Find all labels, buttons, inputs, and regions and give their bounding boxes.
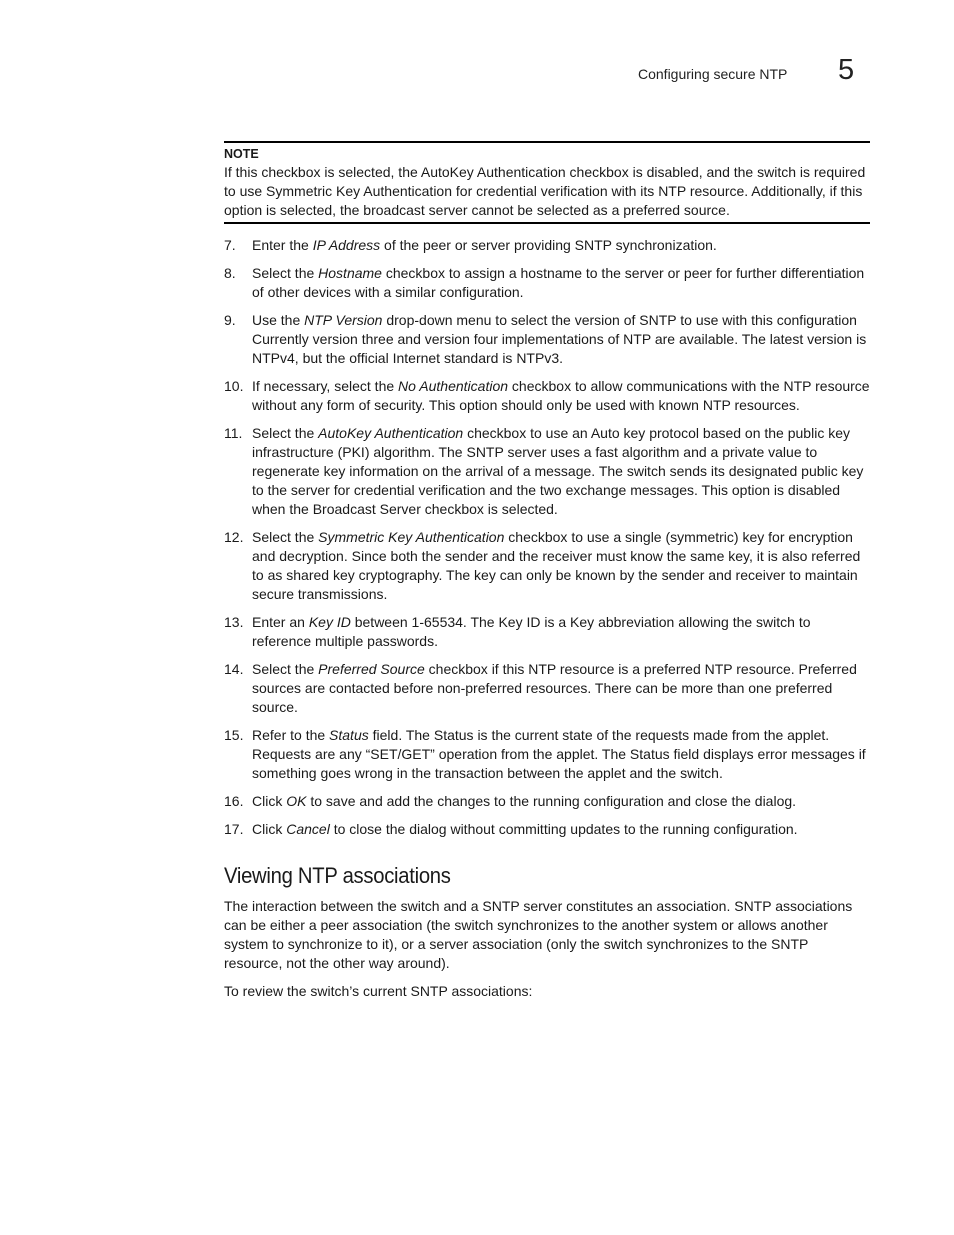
step-item	[224, 377, 870, 415]
step-item	[224, 660, 870, 717]
section-paragraph: To review the switch’s current SNTP associations:	[224, 983, 533, 999]
step-ui-term: OK	[286, 793, 307, 809]
step-ui-term: Cancel	[286, 821, 330, 837]
step-text-after: checkbox to use an Auto key protocol based on the public key infrastructure (PKI) algorithm. The SNTP server uses a fast algorithm and a private value to regenerate key information on the arrival of a message. The switch sends its designated public key to the server for credential verification and the two exchange messages. This option is disabled when the Broadcast Server checkbox is selected.	[252, 425, 864, 517]
step-number: 10.	[224, 378, 244, 394]
step-item	[224, 311, 870, 368]
step-item	[224, 528, 870, 604]
chapter-number: 5	[838, 54, 855, 86]
step-number: 7.	[224, 237, 236, 253]
step-text-after: of the peer or server providing SNTP synchronization.	[380, 237, 717, 253]
step-text-before: Enter an	[252, 614, 309, 630]
step-text-after: between 1-65534. The Key ID is a Key abbreviation allowing the switch to reference multiple passwords.	[252, 614, 811, 649]
step-text-after: checkbox to assign a hostname to the server or peer for further differentiation of other devices with a similar configuration.	[252, 265, 865, 300]
step-item	[224, 820, 870, 839]
step-text-after: drop-down menu to select the version of SNTP to use with this configuration Currently version three and version four implementations of NTP are available. The latest version is NTPv4, but the official Internet standard is NTPv3.	[252, 312, 867, 366]
step-text-after: to close the dialog without committing updates to the running configuration.	[329, 821, 798, 837]
step-ui-term: Status	[329, 727, 369, 743]
step-number: 9.	[224, 312, 236, 328]
step-ui-term: IP Address	[312, 237, 381, 253]
step-text-before: Enter the	[252, 237, 313, 253]
step-text-before: Click	[252, 793, 287, 809]
note-text: If this checkbox is selected, the AutoKey Authentication checkbox is disabled, and the switch is required to use Symmetric Key Authentication for credential verification with its NTP resource. Additionally, if this option is selected, the broadcast server cannot be selected as a preferred source.	[224, 164, 866, 218]
running-header-title: Configuring secure NTP	[638, 66, 788, 82]
step-number: 11.	[224, 425, 243, 441]
step-item	[224, 236, 870, 255]
step-text-after: checkbox to use a single (symmetric) key for encryption and decryption. Since both the sender and the receiver must know the same key, it is also referred to as shared key cryptography. The key can only be known by the sender and receiver to maintain secure transmissions.	[252, 529, 861, 602]
note-label: NOTE	[224, 147, 259, 161]
step-item	[224, 424, 870, 519]
step-text-before: Click	[252, 821, 287, 837]
section-heading: Viewing NTP associations	[224, 863, 451, 888]
step-number: 16.	[224, 793, 244, 809]
step-item	[224, 792, 870, 811]
step-text-before: Select the	[252, 529, 319, 545]
step-ui-term: NTP Version	[304, 312, 383, 328]
step-text-before: If necessary, select the	[252, 378, 399, 394]
section-paragraph: The interaction between the switch and a SNTP server constitutes an association. SNTP associations can be either a peer association (the switch synchronizes to the another system or allows another system to synchronize to it), or a server association (only the switch synchronizes to the SNTP resource, not the other way around).	[224, 898, 853, 971]
step-text-before: Select the	[252, 425, 319, 441]
step-ui-term: Hostname	[318, 265, 382, 281]
step-number: 15.	[224, 727, 244, 743]
step-ui-term: AutoKey Authentication	[318, 425, 464, 441]
step-text-after: field. The Status is the current state of the requests made from the applet. Requests are any “SET/GET” operation from the applet. The Status field displays error messages if something goes wrong in the transaction between the applet and the switch.	[252, 727, 866, 781]
step-number: 13.	[224, 614, 244, 630]
step-ui-term: Preferred Source	[318, 661, 425, 677]
page-body	[224, 141, 870, 1010]
step-number: 17.	[224, 821, 244, 837]
step-item	[224, 726, 870, 783]
step-text-after: checkbox to allow communications with the NTP resource without any form of security. This option should only be used with known NTP resources.	[252, 378, 870, 413]
step-ui-term: Symmetric Key Authentication	[318, 529, 505, 545]
procedure-steps	[224, 236, 870, 839]
note-box	[224, 141, 870, 224]
step-number: 14.	[224, 661, 244, 677]
step-text-before: Select the	[252, 265, 319, 281]
step-text-before: Select the	[252, 661, 319, 677]
step-text-after: to save and add the changes to the running configuration and close the dialog.	[306, 793, 797, 809]
step-text-before: Refer to the	[252, 727, 330, 743]
step-ui-term: Key ID	[308, 614, 351, 630]
step-text-before: Use the	[252, 312, 305, 328]
step-item	[224, 264, 870, 302]
step-ui-term: No Authentication	[398, 378, 509, 394]
step-number: 12.	[224, 529, 244, 545]
step-item	[224, 613, 870, 651]
step-text-after: checkbox if this NTP resource is a preferred NTP resource. Preferred sources are contacted before non-preferred resources. There can be more than one preferred source.	[252, 661, 857, 715]
step-number: 8.	[224, 265, 236, 281]
